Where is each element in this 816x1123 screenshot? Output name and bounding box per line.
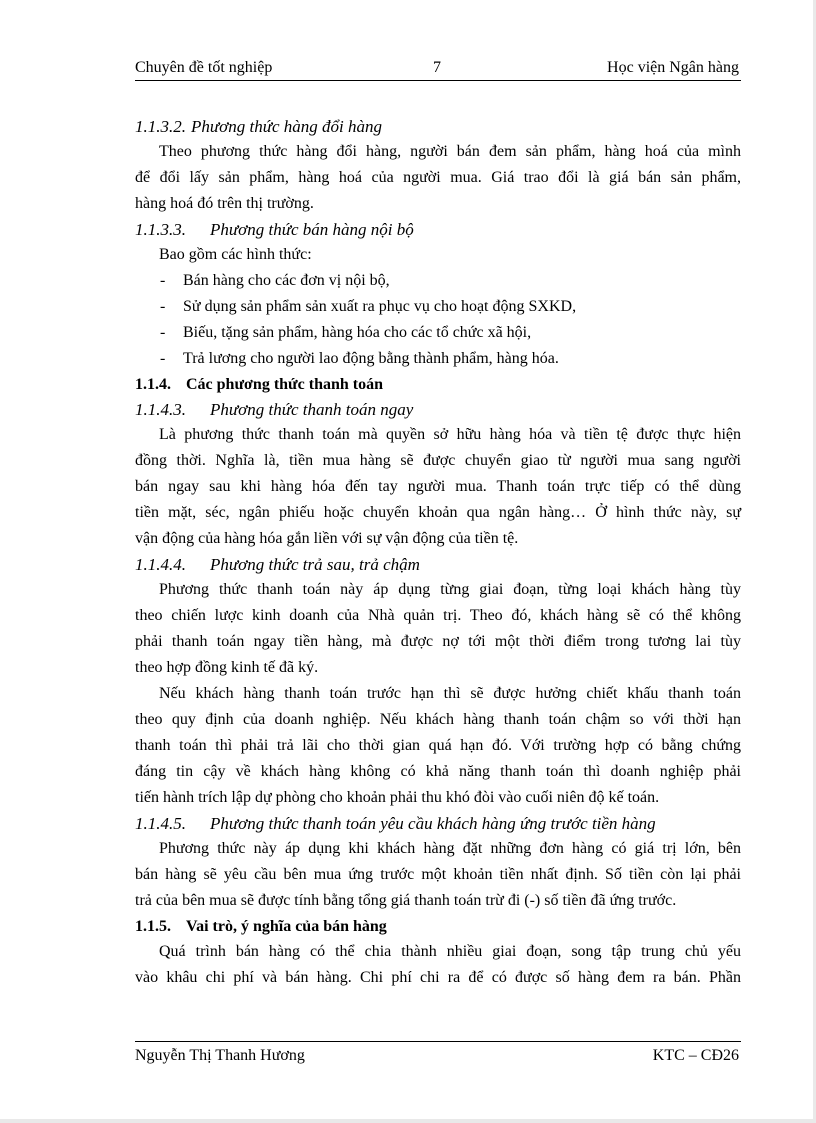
paragraph-line: Là phương thức thanh toán mà quyền sở hữu hàng hóa và tiền tệ được thực hiện: [159, 426, 741, 443]
footer-author: Nguyễn Thị Thanh Hương: [135, 1047, 305, 1064]
bullet-dash: -: [160, 350, 166, 367]
paragraph-line: trả của bên mua sẽ được tính bằng tổng giá thanh toán trừ đi (-) số tiền đã ứng trước.: [135, 892, 677, 909]
section-heading-1133: [135, 217, 741, 242]
section-number: 1.1.5.: [135, 918, 171, 935]
section-heading-114: [135, 372, 741, 397]
section-number: 1.1.4.5.: [135, 814, 186, 833]
paragraph-line: Phương thức này áp dụng khi khách hàng đặt những đơn hàng có giá trị lớn, bên: [159, 840, 741, 857]
list-item-text: Biếu, tặng sản phẩm, hàng hóa cho các tổ chức xã hội,: [183, 324, 532, 341]
paragraph-line: theo quy định của doanh nghiệp. Nếu khách hàng thanh toán chậm so với thời hạn: [135, 711, 741, 728]
section-heading-115: [135, 914, 741, 939]
section-heading-1132: [135, 114, 741, 139]
paragraph-line: hàng hoá đó trên thị trường.: [135, 195, 314, 212]
header-page-number: 7: [433, 59, 441, 76]
paragraph-line: Theo phương thức hàng đổi hàng, người bán đem sản phẩm, hàng hoá của mình: [159, 143, 741, 160]
bullet-dash: -: [160, 272, 166, 289]
paragraph-line: tiền mặt, séc, ngân phiếu hoặc chuyển khoản qua ngân hàng… Ở hình thức này, sự: [135, 504, 741, 521]
list-item: [135, 346, 741, 372]
paragraph-line: phải thanh toán ngay tiền hàng, mà được nợ tới một thời điểm trong tương lai tùy: [135, 633, 741, 650]
paragraph-line: bán hàng sẽ yêu cầu bên mua ứng trước một khoản tiền nhất định. Số tiền còn lại phải: [135, 866, 741, 883]
paragraph-line: đồng thời. Nghĩa là, tiền mua hàng sẽ được chuyển giao từ người mua sang người: [135, 452, 741, 469]
header-institution: Học viện Ngân hàng: [607, 59, 739, 76]
page-body: [135, 114, 741, 991]
section-title: Vai trò, ý nghĩa của bán hàng: [186, 918, 387, 935]
section-heading-1143: [135, 397, 741, 422]
paragraph-line: theo hợp đồng kinh tế đã ký.: [135, 659, 319, 676]
bullet-dash: -: [160, 324, 166, 341]
section-title: Phương thức bán hàng nội bộ: [210, 220, 414, 239]
list-item: [135, 268, 741, 294]
list-item-text: Sử dụng sản phẩm sản xuất ra phục vụ cho hoạt động SXKD,: [183, 298, 577, 315]
list-item: [135, 294, 741, 320]
section-title: Các phương thức thanh toán: [186, 376, 383, 393]
footer-class-code: KTC – CĐ26: [652, 1047, 739, 1064]
page-header: [135, 58, 741, 81]
paragraph-line: tiến hành trích lập dự phòng cho khoản phải thu khó đòi vào cuối niên độ kế toán.: [135, 789, 660, 806]
section-title: Phương thức thanh toán yêu cầu khách hàng ứng trước tiền hàng: [210, 814, 656, 833]
section-number: 1.1.4.3.: [135, 400, 186, 419]
paragraph-line: Quá trình bán hàng có thể chia thành nhiều giai đoạn, song tập trung chủ yếu: [159, 943, 741, 960]
section-number: 1.1.4.4.: [135, 555, 186, 574]
list-item-text: Trả lương cho người lao động bằng thành phẩm, hàng hóa.: [183, 350, 559, 367]
paragraph-line: vào khâu chi phí và bán hàng. Chi phí chi ra để có được số hàng đem ra bán. Phần: [135, 969, 741, 986]
section-number: 1.1.4.: [135, 376, 171, 393]
paragraph-line: bán ngay sau khi hàng hóa đến tay người mua. Thanh toán trực tiếp có thể dùng: [135, 478, 741, 495]
list-item-text: Bán hàng cho các đơn vị nội bộ,: [183, 272, 390, 289]
paragraph-line: theo chiến lược kinh doanh của Nhà quản trị. Theo đó, khách hàng sẽ có thể không: [135, 607, 741, 624]
section-number: 1.1.3.3.: [135, 220, 186, 239]
section-heading-1145: [135, 811, 741, 836]
paragraph-line: thanh toán thì phải trả lãi cho thời gian quá hạn đó. Với trường hợp có bằng chứng: [135, 737, 741, 754]
list-item: [135, 320, 741, 346]
paragraph-line: Phương thức thanh toán này áp dụng từng giai đoạn, từng loại khách hàng tùy: [159, 581, 741, 598]
page-footer: [135, 1041, 741, 1068]
paragraph-line: Nếu khách hàng thanh toán trước hạn thì sẽ được hưởng chiết khấu thanh toán: [159, 685, 741, 702]
header-document-title: Chuyên đề tốt nghiệp: [135, 59, 273, 76]
page-edge-bottom: [0, 1119, 816, 1123]
list-intro: Bao gồm các hình thức:: [159, 246, 312, 263]
section-title: Phương thức trả sau, trả chậm: [210, 555, 420, 574]
paragraph-line: đáng tin cậy về khách hàng không có khả năng thanh toán thì doanh nghiệp phải: [135, 763, 741, 780]
section-heading-1144: [135, 552, 741, 577]
bullet-dash: -: [160, 298, 166, 315]
section-number: 1.1.3.2.: [135, 117, 186, 136]
paragraph-line: để đổi lấy sản phẩm, hàng hoá của người mua. Giá trao đổi là giá bán sản phẩm,: [135, 169, 741, 186]
section-title: Phương thức hàng đổi hàng: [191, 117, 382, 136]
paragraph-line: vận động của hàng hóa gắn liền với sự vận động của tiền tệ.: [135, 530, 519, 547]
section-title: Phương thức thanh toán ngay: [210, 400, 414, 419]
